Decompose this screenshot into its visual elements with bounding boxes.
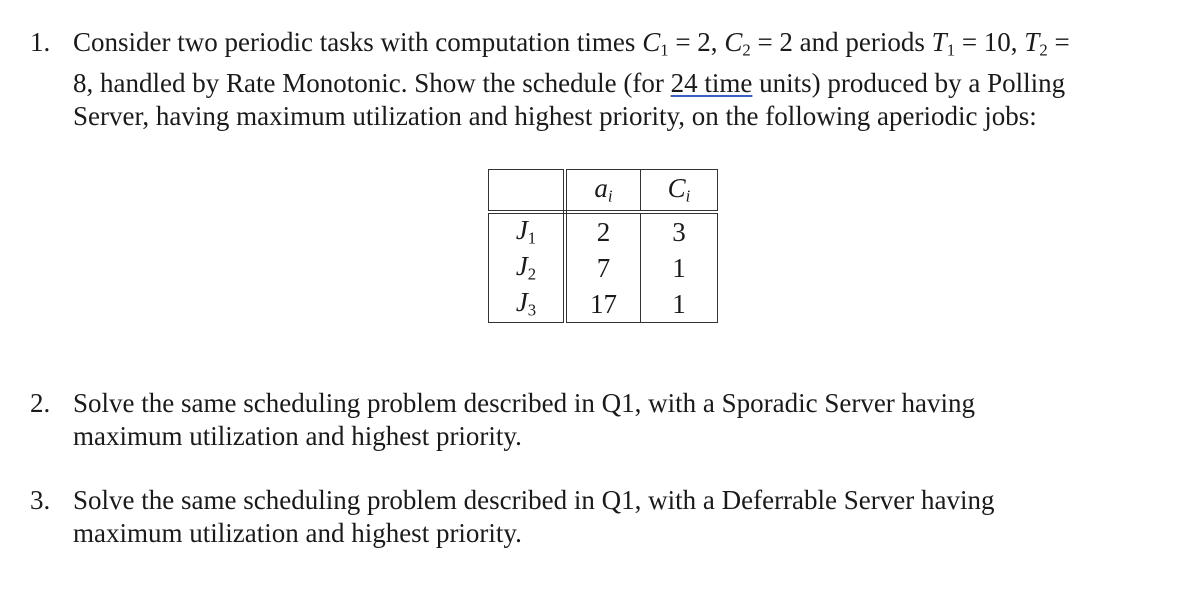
- question-2-number: 2.: [30, 388, 51, 418]
- table-cell-arrival: 7: [565, 250, 641, 286]
- question-1-line-3: Server, having maximum utilization and highest priority, on the following aperiodic jobs:: [73, 100, 1037, 131]
- question-1-line-1: Consider two periodic tasks with computation times $C_1 = 2$, $C_2 = 2$ and periods $T_1 = 10$, $T_2$ =: [73, 27, 1070, 60]
- table-row: [489, 286, 718, 323]
- question-3: [30, 484, 994, 550]
- table-cell-computation: 1: [641, 286, 718, 323]
- question-2: [30, 387, 975, 453]
- underlined-phrase: 24 time: [670, 67, 753, 98]
- question-2-line-2: maximum utilization and highest priority.: [73, 421, 522, 451]
- question-3-text: [73, 484, 994, 550]
- table-cell-job: $J_2$: [489, 250, 566, 286]
- table-cell-arrival: 17: [565, 286, 641, 323]
- table-cell-job: $J_1$: [489, 212, 566, 250]
- table-cell-computation: 3: [641, 212, 718, 250]
- table-row: [489, 250, 718, 286]
- table-cell-job: $J_3$: [489, 286, 566, 323]
- table-header-row: [489, 170, 718, 213]
- aperiodic-jobs-table: [488, 169, 718, 323]
- question-2-text: [73, 387, 975, 453]
- question-3-line-2: maximum utilization and highest priority.: [73, 518, 522, 548]
- table-cell-computation: 1: [641, 250, 718, 286]
- question-3-line-1: Solve the same scheduling problem described in Q1, with a Deferrable Server having: [73, 485, 995, 515]
- table-header-empty: [489, 170, 566, 213]
- question-2-line-1: Solve the same scheduling problem described in Q1, with a Sporadic Server having: [73, 388, 976, 418]
- question-1-text: [73, 26, 1160, 133]
- question-1-line-2: 8, handled by Rate Monotonic. Show the schedule (for 24 time units) produced by a Polling: [73, 67, 1066, 98]
- question-1: [30, 26, 1160, 133]
- table-header-computation: $C_i$: [641, 170, 718, 213]
- question-1-number: 1.: [30, 27, 51, 57]
- table-row: [489, 212, 718, 250]
- question-3-number: 3.: [30, 485, 51, 515]
- table-header-arrival: $a_i$: [565, 170, 641, 213]
- table-cell-arrival: 2: [565, 212, 641, 250]
